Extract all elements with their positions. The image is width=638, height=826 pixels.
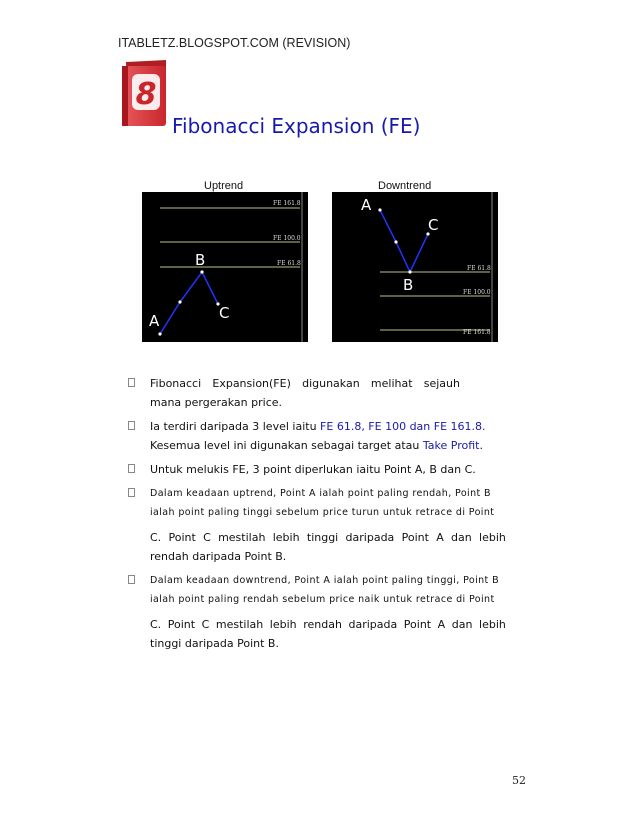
bullet2-line2: Kesemua level ini digunakan sebagai target atau Take Profit. — [150, 439, 483, 452]
bullet-box-icon — [128, 464, 135, 473]
bullet2-line1: Ia terdiri daripada 3 level iaitu FE 61.8, FE 100 dan FE 161.8. — [150, 420, 486, 433]
bullet5-small1: Dalam keadaan downtrend, Point A ialah point paling tinggi, Point B — [150, 575, 499, 586]
downtrend-label: Downtrend — [378, 180, 432, 192]
bullet5-small2: ialah point paling rendah sebelum price naik untuk retrace di Point — [150, 594, 495, 605]
down-level-1618: FE 161.8 — [463, 329, 491, 336]
bullet5-line3: C. Point C mestilah lebih rendah daripada Point A dan lebih — [150, 618, 506, 631]
bullet-item — [122, 484, 522, 566]
uptrend-label: Uptrend — [204, 180, 244, 192]
bullet-item — [122, 417, 522, 455]
bullet4-line4: rendah daripada Point B. — [150, 550, 287, 563]
bullet5-line4: tinggi daripada Point B. — [150, 637, 279, 650]
bullet-item — [122, 374, 522, 412]
down-point-c: C — [428, 216, 439, 234]
bullet-box-icon — [128, 575, 135, 584]
bullet-box-icon — [128, 378, 135, 387]
bullet-box-icon — [128, 488, 135, 497]
chapter-title: Fibonacci Expansion (FE) — [172, 114, 421, 138]
up-point-c: C — [219, 304, 230, 322]
down-point-a: A — [361, 196, 372, 214]
up-point-b: B — [195, 251, 206, 269]
fe-levels-text: FE 61.8, FE 100 dan FE 161.8. — [320, 420, 486, 433]
bullet4-small2: ialah point paling tinggi sebelum price turun untuk retrace di Point — [150, 507, 495, 518]
up-level-1000: FE 100.0 — [273, 235, 301, 242]
bullet-box-icon — [128, 421, 135, 430]
uptrend-chart — [142, 192, 308, 342]
site-header: ITABLETZ.BLOGSPOT.COM (REVISION) — [118, 36, 351, 50]
bullet-item — [122, 460, 522, 479]
downtrend-chart — [332, 192, 498, 342]
chapter-number: 8 — [135, 77, 157, 112]
up-level-618: FE 61.8 — [277, 260, 301, 267]
bullet1-line1: Fibonacci Expansion(FE) digunakan melihat sejauh — [150, 377, 460, 390]
down-level-618: FE 61.8 — [467, 265, 491, 272]
bullet1-line2: mana pergerakan price. — [150, 396, 283, 409]
down-point-b: B — [403, 276, 414, 294]
up-level-1618: FE 161.8 — [273, 200, 301, 207]
red-book-icon — [120, 60, 172, 130]
page-number: 52 — [512, 774, 526, 787]
bullet3-text: Untuk melukis FE, 3 point diperlukan iaitu Point A, B dan C. — [150, 463, 476, 476]
take-profit-text: Take Profit — [422, 439, 480, 452]
down-level-1000: FE 100.0 — [463, 289, 491, 296]
bullet-list — [122, 374, 522, 658]
bullet4-line3: C. Point C mestilah lebih tinggi daripada Point A dan lebih — [150, 531, 506, 544]
bullet4-small1: Dalam keadaan uptrend, Point A ialah point paling rendah, Point B — [150, 488, 491, 499]
bullet-item — [122, 571, 522, 653]
up-point-a: A — [149, 312, 160, 330]
